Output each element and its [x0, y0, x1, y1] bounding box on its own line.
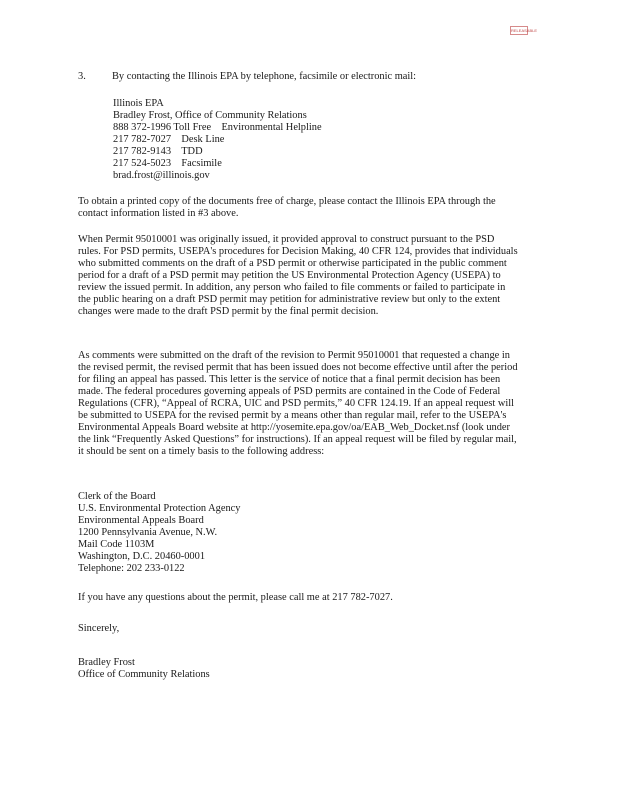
paragraph-printed-copy: To obtain a printed copy of the documents free of charge, please contact the Illinois EPA through the contact information listed in #3 above. [78, 196, 496, 219]
address-line: Telephone: 202 233-0122 [78, 563, 185, 574]
item-text: By contacting the Illinois EPA by telephone, facsimile or electronic mail: [112, 71, 417, 82]
address-line: Clerk of the Board [78, 491, 156, 502]
signature-name: Bradley Frost [78, 657, 135, 668]
contact-line: 217 782-7027 Desk Line [113, 134, 225, 145]
closing: Sincerely, [78, 623, 120, 634]
address-line: U.S. Environmental Protection Agency [78, 503, 241, 514]
questions-line: If you have any questions about the permit, please call me at 217 782-7027. [78, 592, 393, 603]
contact-block [113, 98, 322, 182]
contact-item-heading [78, 71, 416, 83]
contact-email: brad.frost@illinois.gov [113, 170, 210, 181]
contact-line: 217 782-9143 TDD [113, 146, 203, 157]
paragraph-original-permit: When Permit 95010001 was originally issued, it provided approval to construct pursuant to the PSD rules. For PSD permits, USEPA's procedures for Decision Making, 40 CFR 124, provides that individuals who submitted comments on the draft of a PSD permit or otherwise participated in the public comment period for a draft of a PSD permit may petition the US Environmental Protection Agency (USEPA) to review the issued permit. In addition, any person who failed to file comments or failed to participate in the public hearing on a draft PSD permit may petition for administrative review but only to the extent changes were made to the draft PSD permit by the final permit decision. [78, 234, 518, 317]
address-line: Mail Code 1103M [78, 539, 155, 550]
contact-line: Bradley Frost, Office of Community Relations [113, 110, 307, 121]
address-block [78, 491, 240, 575]
address-line: Environmental Appeals Board [78, 515, 204, 526]
release-stamp: RELEASABLE [511, 28, 538, 33]
address-line: Washington, D.C. 20460-0001 [78, 551, 206, 562]
signature-title: Office of Community Relations [78, 669, 210, 680]
contact-line: 217 524-5023 Facsimile [113, 158, 222, 169]
paragraph-appeal-procedure: As comments were submitted on the draft of the revision to Permit 95010001 that requested a change in the revised permit, the revised permit that has been issued does not become effective until after the period for filing an appeal has passed. This letter is the service of notice that a final permit decision has been made. The federal procedures governing appeals of PSD permits are contained in the Code of Federal Regulations (CFR), “Appeal of RCRA, UIC and PSD permits,” 40 CFR 124.19. If an appeal request will be submitted to USEPA for the revised permit by a means other than regular mail, refer to the USEPA's Environmental Appeals Board website at http://yosemite.epa.gov/oa/EAB_Web_Docket.nsf (look under the link “Frequently Asked Questions” for instructions). If an appeal request will be filed by regular mail, it should be sent on a timely basis to the following address: [78, 350, 518, 457]
contact-line: Illinois EPA [113, 98, 164, 109]
address-line: 1200 Pennsylvania Avenue, N.W. [78, 527, 218, 538]
item-number: 3. [78, 71, 86, 82]
contact-line: 888 372-1996 Toll Free Environmental Helpline [113, 122, 322, 133]
